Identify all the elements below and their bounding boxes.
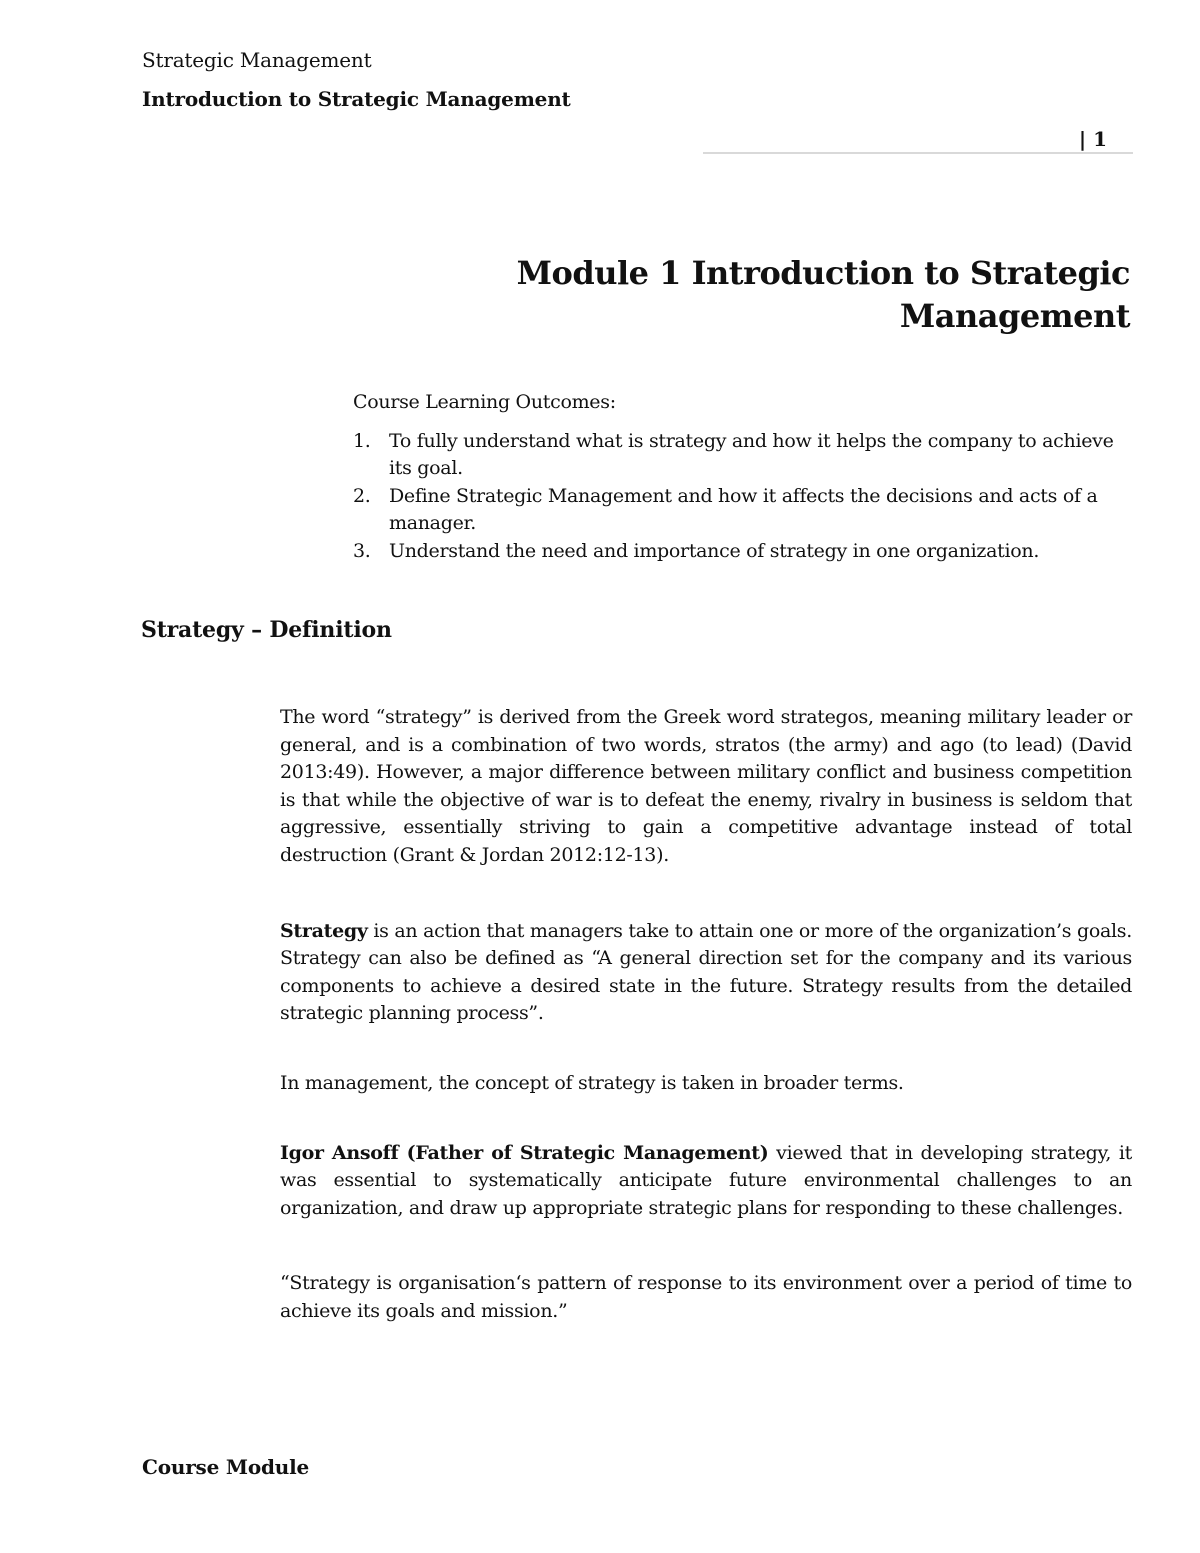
list-item [353,428,1133,482]
list-item-text: Define Strategic Management and how it affects the decisions and acts of a manager. [389,485,1098,534]
bold-term: Igor Ansoff (Father of Strategic Management) [280,1141,769,1164]
paragraph-text: viewed that in developing strategy, it was essential to systematically anticipate future environmental challenges to an organization, and draw up appropriate strategic plans for responding to these challenges. [280,1141,1132,1219]
header-course-name: Strategic Management [142,48,372,72]
list-item [353,538,1133,565]
module-title-line-1: Module 1 Introduction to Strategic [516,254,1130,292]
bold-term: Strategy [280,919,368,942]
learning-outcomes-heading: Course Learning Outcomes: [353,391,616,413]
module-title [490,252,1130,338]
list-item-text: Understand the need and importance of strategy in one organization. [389,540,1040,562]
header-module-subtitle: Introduction to Strategic Management [142,87,571,111]
list-item-number: 2. [353,485,371,507]
list-item-number: 3. [353,540,371,562]
list-item [353,483,1133,537]
list-item-number: 1. [353,430,371,452]
list-item-text: To fully understand what is strategy and how it helps the company to achieve its goal. [389,430,1114,479]
paragraph-definition [280,918,1132,1028]
learning-outcomes-list [353,428,1133,565]
page-number: | 1 [1078,127,1107,151]
section-heading: Strategy – Definition [141,617,392,643]
paragraph-broader-terms: In management, the concept of strategy is taken in broader terms. [280,1071,904,1094]
footer-label: Course Module [142,1455,310,1479]
header-divider [703,152,1133,154]
paragraph-quote: “Strategy is organisation‘s pattern of response to its environment over a period of time to achieve its goals and mission.” [280,1272,1132,1322]
paragraph-etymology: The word “strategy” is derived from the Greek word strategos, meaning military leader or general, and is a combination of two words, stratos (the army) and ago (to lead) (David 2013:49). However, a major difference between military conflict and business competition is that while the objective of war is to defeat the enemy, rivalry in business is seldom that aggressive, essentially striving to gain a competitive advantage instead of total destruction (Grant & Jordan 2012:12-13). [280,706,1132,866]
paragraph-ansoff [280,1140,1132,1223]
paragraph-text: is an action that managers take to attain one or more of the organization’s goals. Strategy can also be defined as “A general direction set for the company and its various components to achieve a desired state in the future. Strategy results from the detailed strategic planning process”. [280,919,1132,1025]
body-text [280,704,1132,1326]
module-title-line-2: Management [899,297,1130,335]
learning-outcomes [353,388,1133,566]
